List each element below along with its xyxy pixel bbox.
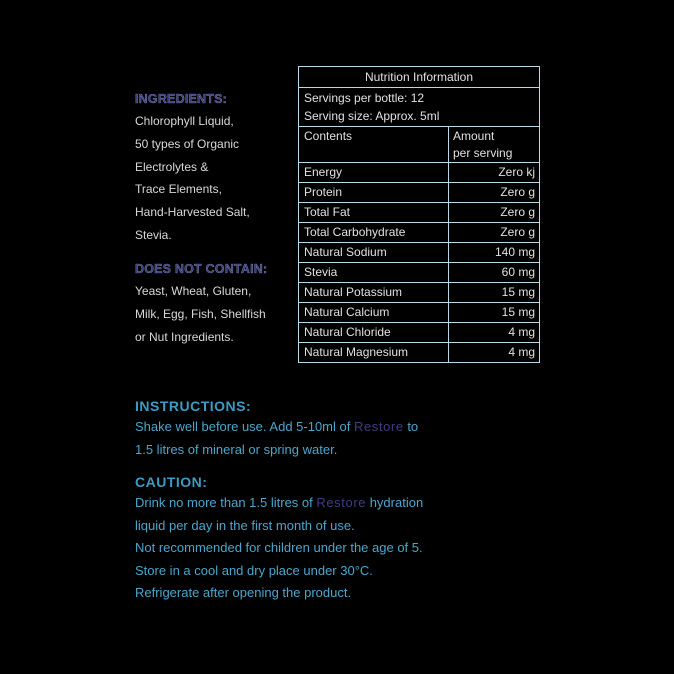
nutrition-row [299, 303, 539, 323]
ingredient-line: Trace Elements, [135, 182, 222, 197]
nutrient-value: 60 mg [501, 265, 535, 279]
nutrition-row [299, 283, 539, 303]
nutrient-name: Natural Magnesium [299, 343, 449, 362]
nutrient-value: 4 mg [508, 325, 535, 339]
allergen-line: or Nut Ingredients. [135, 329, 234, 344]
ingredient-line: Hand-Harvested Salt, [135, 205, 250, 220]
nutrition-title: Nutrition Information [364, 70, 474, 84]
instructions-section [135, 396, 555, 461]
does-not-contain-heading: DOES NOT CONTAIN: [135, 262, 268, 276]
ingredients-heading: INGREDIENTS: [135, 92, 227, 106]
nutrition-row [299, 223, 539, 243]
caution-line: Not recommended for children under the age of 5. [135, 540, 423, 555]
nutrient-value: 4 mg [508, 345, 535, 359]
nutrition-row [299, 263, 539, 283]
nutrition-header-row [299, 127, 539, 163]
nutrition-title-row [299, 67, 539, 88]
caution-line: Store in a cool and dry place under 30°C. [135, 562, 373, 578]
amount-header-line2: per serving [453, 146, 513, 160]
nutrition-table [298, 66, 540, 363]
amount-header-line1: Amount [453, 129, 495, 143]
instructions-heading: INSTRUCTIONS: [135, 398, 252, 414]
ingredients-section [135, 88, 300, 247]
brand-name: Restore [353, 419, 404, 434]
allergen-line: Yeast, Wheat, Gluten, [135, 284, 252, 298]
does-not-contain-section [135, 258, 300, 348]
nutrient-name: Natural Calcium [299, 303, 449, 322]
caution-line: liquid per day in the first month of use. [135, 517, 355, 533]
instructions-line [135, 416, 555, 439]
nutrient-name: Natural Chloride [299, 323, 449, 342]
caution-text: Drink no more than 1.5 litres of [135, 495, 317, 510]
nutrient-value: Zero g [500, 185, 535, 199]
instructions-text: to [403, 419, 419, 434]
caution-section [135, 472, 555, 605]
nutrition-row [299, 243, 539, 263]
nutrient-name: Total Carbohydrate [299, 223, 449, 242]
nutrient-name: Natural Sodium [299, 243, 449, 262]
nutrient-value: Zero g [500, 225, 535, 239]
amount-header [449, 127, 539, 162]
nutrient-name: Natural Potassium [299, 283, 449, 302]
nutrient-value: Zero kj [498, 165, 535, 179]
caution-heading: CAUTION: [135, 474, 208, 490]
nutrition-row [299, 323, 539, 343]
caution-line [135, 492, 555, 515]
serving-info [299, 88, 539, 126]
instructions-text: Shake well before use. Add 5-10ml of [135, 419, 354, 434]
nutrient-value: Zero g [500, 205, 535, 219]
ingredient-line: Electrolytes & [135, 159, 209, 174]
nutrition-row [299, 343, 539, 362]
nutrition-row [299, 203, 539, 223]
instructions-line: 1.5 litres of mineral or spring water. [135, 441, 338, 457]
serving-info-row [299, 88, 539, 127]
nutrient-name: Stevia [299, 263, 449, 282]
allergen-line: Milk, Egg, Fish, Shellfish [135, 306, 266, 321]
nutrition-row [299, 183, 539, 203]
nutrient-value: 15 mg [501, 305, 535, 319]
caution-line: Refrigerate after opening the product. [135, 585, 352, 600]
nutrient-name: Energy [299, 163, 449, 182]
servings-per-bottle: Servings per bottle: 12 [304, 91, 425, 105]
nutrient-value: 15 mg [501, 285, 535, 299]
ingredient-line: Chlorophyll Liquid, [135, 114, 234, 128]
nutrient-name: Total Fat [299, 203, 449, 222]
nutrient-value: 140 mg [494, 245, 535, 259]
serving-size: Serving size: Approx. 5ml [304, 109, 440, 123]
caution-text: hydration [366, 495, 424, 510]
ingredient-line: Stevia. [135, 227, 172, 242]
ingredient-line: 50 types of Organic [135, 136, 240, 151]
brand-name: Restore [316, 495, 367, 510]
nutrient-name: Protein [299, 183, 449, 202]
contents-header: Contents [299, 127, 449, 162]
nutrition-row [299, 163, 539, 183]
